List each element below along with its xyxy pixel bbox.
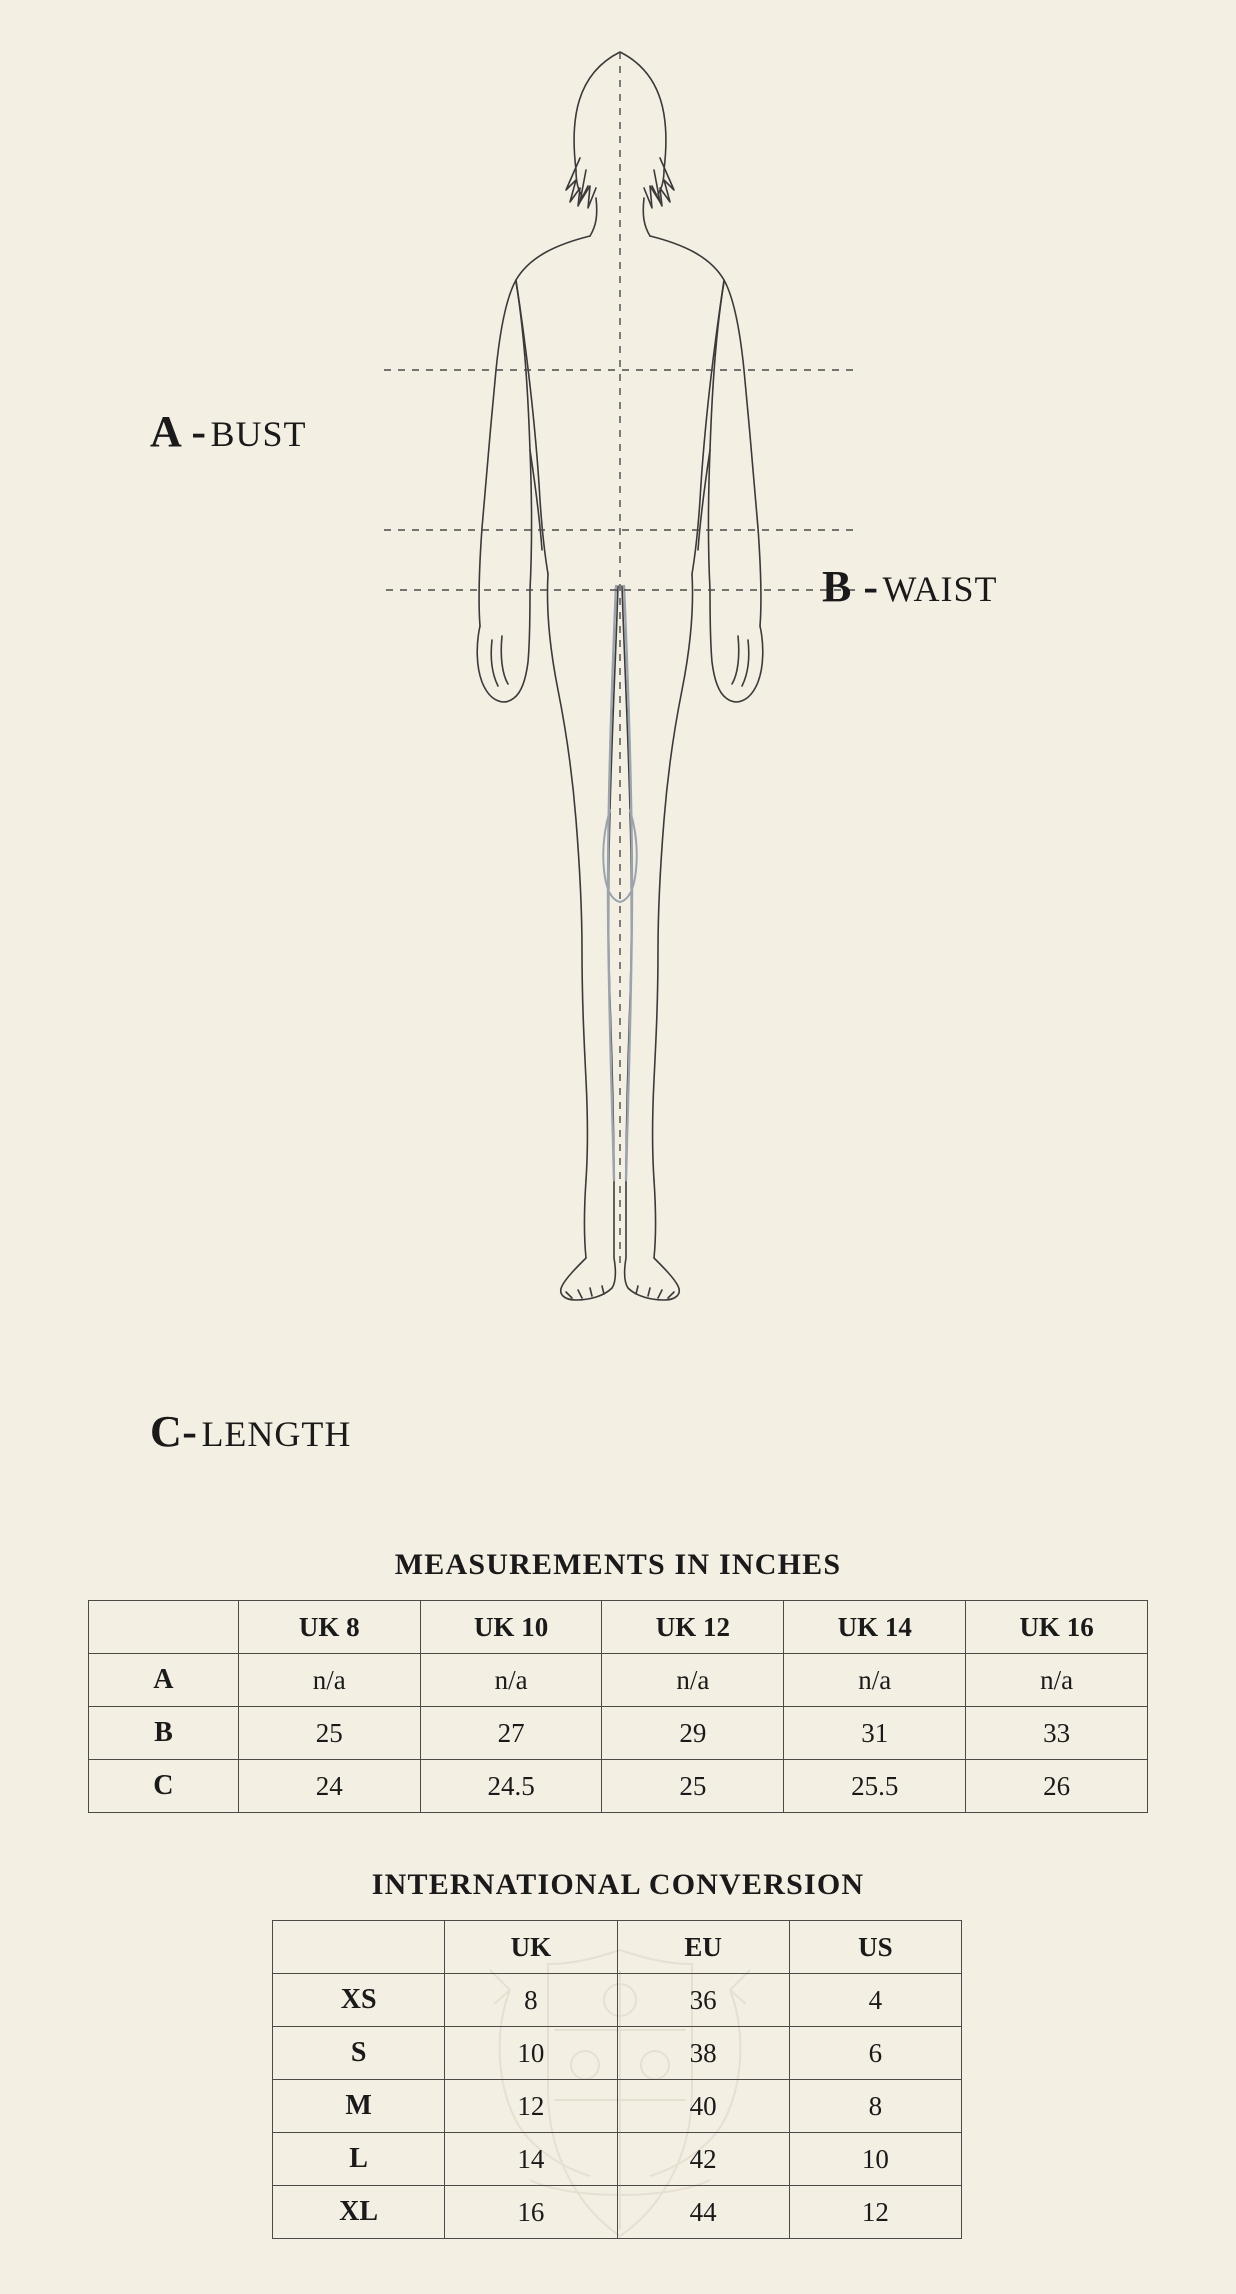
- table-row: [273, 2080, 962, 2133]
- cell-m-eu: 40: [617, 2080, 789, 2133]
- header-cell-uk12: UK 12: [602, 1601, 784, 1654]
- label-length-text: LENGTH: [201, 1414, 352, 1454]
- cell-c-uk16: 26: [966, 1760, 1148, 1813]
- cell-l-us: 10: [789, 2133, 961, 2186]
- cell-l-uk: 14: [445, 2133, 617, 2186]
- cell-c-uk10: 24.5: [420, 1760, 602, 1813]
- header-cell-uk8: UK 8: [238, 1601, 420, 1654]
- cell-b-uk8: 25: [238, 1707, 420, 1760]
- cell-b-uk10: 27: [420, 1707, 602, 1760]
- row-head-xl: XL: [273, 2186, 445, 2239]
- cell-b-uk14: 31: [784, 1707, 966, 1760]
- cell-l-eu: 42: [617, 2133, 789, 2186]
- cell-a-uk14: n/a: [784, 1654, 966, 1707]
- cell-a-uk10: n/a: [420, 1654, 602, 1707]
- row-head-xs: XS: [273, 1974, 445, 2027]
- cell-s-uk: 10: [445, 2027, 617, 2080]
- row-head-a: A: [89, 1654, 239, 1707]
- table-row: [273, 2027, 962, 2080]
- label-bust: [150, 407, 307, 456]
- cell-a-uk8: n/a: [238, 1654, 420, 1707]
- header-cell-uk: UK: [445, 1921, 617, 1974]
- cell-s-eu: 38: [617, 2027, 789, 2080]
- table-header-row: [273, 1921, 962, 1974]
- cell-b-uk16: 33: [966, 1707, 1148, 1760]
- header-cell-corner: [89, 1601, 239, 1654]
- row-head-l: L: [273, 2133, 445, 2186]
- label-waist-letter: B -: [822, 562, 879, 611]
- cell-xl-uk: 16: [445, 2186, 617, 2239]
- table-row: [89, 1707, 1148, 1760]
- cell-xl-us: 12: [789, 2186, 961, 2239]
- header-cell-uk16: UK 16: [966, 1601, 1148, 1654]
- label-bust-letter: A -: [150, 407, 207, 456]
- cell-a-uk12: n/a: [602, 1654, 784, 1707]
- label-waist-text: WAIST: [882, 569, 998, 609]
- header-cell-eu: EU: [617, 1921, 789, 1974]
- cell-m-us: 8: [789, 2080, 961, 2133]
- conversion-table-title: INTERNATIONAL CONVERSION: [371, 1868, 865, 1901]
- table-row: [89, 1760, 1148, 1813]
- header-cell-us: US: [789, 1921, 961, 1974]
- international-conversion-table: [272, 1920, 962, 2239]
- row-head-s: S: [273, 2027, 445, 2080]
- female-body-figure: [380, 30, 860, 1490]
- measurements-table-title: MEASUREMENTS IN INCHES: [394, 1548, 842, 1581]
- row-head-c: C: [89, 1760, 239, 1813]
- label-length: [150, 1407, 352, 1456]
- row-head-b: B: [89, 1707, 239, 1760]
- label-length-letter: C-: [150, 1407, 198, 1456]
- cell-xs-eu: 36: [617, 1974, 789, 2027]
- cell-xl-eu: 44: [617, 2186, 789, 2239]
- row-head-m: M: [273, 2080, 445, 2133]
- cell-s-us: 6: [789, 2027, 961, 2080]
- cell-c-uk8: 24: [238, 1760, 420, 1813]
- header-cell-uk10: UK 10: [420, 1601, 602, 1654]
- cell-a-uk16: n/a: [966, 1654, 1148, 1707]
- cell-m-uk: 12: [445, 2080, 617, 2133]
- cell-xs-uk: 8: [445, 1974, 617, 2027]
- table-row: [89, 1654, 1148, 1707]
- table-row: [273, 2186, 962, 2239]
- header-cell-corner: [273, 1921, 445, 1974]
- label-bust-text: BUST: [210, 414, 307, 454]
- header-cell-uk14: UK 14: [784, 1601, 966, 1654]
- cell-c-uk14: 25.5: [784, 1760, 966, 1813]
- cell-b-uk12: 29: [602, 1707, 784, 1760]
- cell-xs-us: 4: [789, 1974, 961, 2027]
- cell-c-uk12: 25: [602, 1760, 784, 1813]
- table-row: [273, 1974, 962, 2027]
- label-waist: [822, 562, 998, 611]
- table-header-row: [89, 1601, 1148, 1654]
- measurements-in-inches-table: [88, 1600, 1148, 1813]
- table-row: [273, 2133, 962, 2186]
